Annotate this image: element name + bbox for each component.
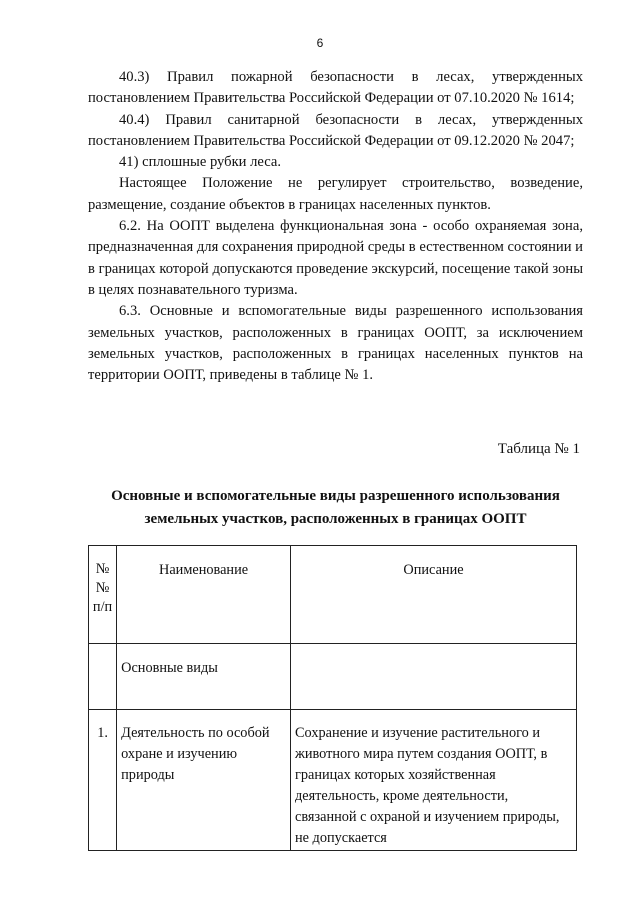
paragraph: 40.4) Правил санитарной безопасности в лесах, утвержденных постановлением Правительства Российской Федерации от 09.12.2020 № 2047;	[88, 111, 583, 149]
land-use-table	[88, 545, 577, 851]
page-number: 6	[316, 36, 324, 50]
paragraph: 6.3. Основные и вспомогательные виды разрешенного использования земельных участков, расположенных в границах ООПТ, за исключением земельных участков, расположенных в границах населенных пунктов на территории ООПТ, приведены в таблице № 1.	[88, 303, 583, 384]
header-number-line: №	[95, 561, 110, 577]
paragraph: 6.2. На ООПТ выделена функциональная зона - особо охраняемая зона, предназначенная для сохранения природной среды в естественном состоянии и в границах которой допускаются проведение экскурсий, посещение такой зоны в целях познавательного туризма.	[88, 218, 583, 298]
body-text	[88, 67, 583, 386]
table-cell	[89, 644, 117, 710]
header-number-line: №	[95, 580, 110, 596]
section-row	[89, 644, 577, 710]
section-label: Основные виды	[117, 644, 291, 710]
row-name: Деятельность по особой охране и изучению природы	[117, 710, 291, 851]
table-number: Таблица № 1	[497, 441, 580, 457]
header-description: Описание	[290, 546, 576, 644]
row-description: Сохранение и изучение растительного и животного мира путем создания ООПТ, в границах которых хозяйственная деятельность, кроме деятельности, связанной с охраной и изучением природы, не допускается	[290, 710, 576, 851]
header-name: Наименование	[117, 546, 291, 644]
table-title: Основные и вспомогательные виды разрешенного использования земельных участков, расположенных в границах ООПТ	[111, 488, 560, 527]
header-number-line: п/п	[92, 599, 113, 615]
table-row	[89, 710, 577, 851]
header-number	[89, 546, 117, 644]
paragraph: Настоящее Положение не регулирует строительство, возведение, размещение, создание объектов в границах населенных пунктов.	[88, 175, 583, 213]
row-number: 1.	[89, 710, 117, 851]
paragraph: 40.3) Правил пожарной безопасности в лесах, утвержденных постановлением Правительства Российской Федерации от 07.10.2020 № 1614;	[88, 69, 583, 107]
paragraph: 41) сплошные рубки леса.	[119, 154, 282, 171]
table-cell	[290, 644, 576, 710]
table-header-row	[89, 546, 577, 644]
